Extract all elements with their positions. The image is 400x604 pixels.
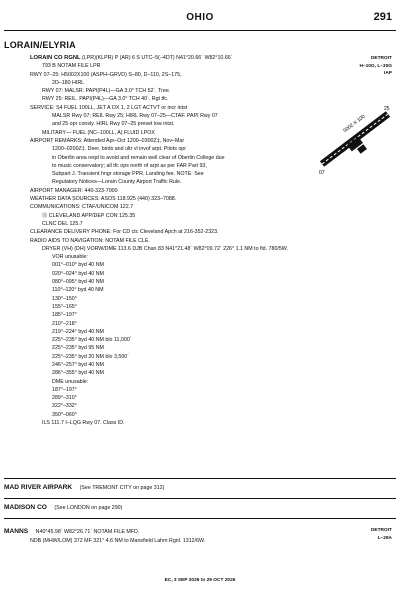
- header-rule: [4, 30, 396, 31]
- remarks-line-cont-2: in Oberlin area reqd to avoid and remain well clear of Oberlin College due: [52, 154, 225, 161]
- clearance-phone-line: CLEARANCE DELIVERY PHONE: For CD ctc Cleveland Apch at 216-352-2323.: [30, 229, 219, 236]
- approach-control-line: Ⓡ CLEVELAND APP/DEP CON 125.35: [42, 212, 136, 219]
- vor-unusable-item: 225°–235° byd 95 NM: [52, 345, 104, 352]
- vor-unusable-item: 219°–224° byd 40 NM: [52, 328, 104, 335]
- lorain-entry: [30, 54, 320, 427]
- military-line: MILITARY— FUEL (NC–100LL, A) FLUID LPOX: [42, 129, 155, 136]
- section-rule: [4, 518, 396, 519]
- radio-aids-line: RADIO AIDS TO NAVIGATION: NOTAM FILE CLE.: [30, 237, 150, 244]
- airport-elev-line: 793 B NOTAM FILE LPR: [42, 63, 101, 70]
- mad-river-name: MAD RIVER AIRPARK: [4, 484, 73, 491]
- vor-unusable-item: 286°–355° byd 40 NM: [52, 370, 104, 377]
- remarks-line-cont-3: to music conservatory; all tfc ops north of arpt as per FAR Part 93,: [52, 162, 207, 169]
- ils-line: ILS 111.7 I–LQG Rwy 07. Class ID.: [42, 420, 125, 427]
- state-heading: OHIO: [186, 12, 214, 23]
- vor-unusable-item: 080°–095° byd 40 NM: [52, 279, 104, 286]
- section-rule: [4, 498, 396, 499]
- service-line: SERVICE: S4 FUEL 100LL, JET A OX 1, 2 LGT ACTVT or incr intst: [30, 104, 188, 111]
- manns-coords: N40°45.98´ W82°26.71´ NOTAM FILE MFD.: [35, 529, 140, 535]
- airport-name: LORAIN CO RGNL: [30, 55, 81, 61]
- madison-name: MADISON CO: [4, 504, 47, 511]
- chart-ref-1: DETROIT: [370, 56, 392, 61]
- remarks-line-cont-5: Regulatory Notices—Lorain County Airport Traffic Rule.: [52, 179, 182, 186]
- runway-end-07-label: 07: [319, 170, 325, 176]
- vor-unusable-item: 155°–165°: [52, 303, 77, 310]
- remarks-line-cont-1: 1200–0200Z‡. Deer, birds and ultr vl invof arpt. Pilots opr: [52, 146, 186, 153]
- lorain-chart-refs: [359, 55, 392, 78]
- mad-river-ref: (See TREMONT CITY on page 312): [79, 485, 165, 491]
- vor-unusable-item: 130°–150°: [52, 295, 77, 302]
- runway-25-line: RWY 25: REIL. PAPI(P4L)—GA 3.0° TCH 40´. Rgt tfc.: [42, 96, 169, 103]
- madison-ref: (See LONDON on page 290): [54, 505, 123, 511]
- chart-ref-2: H–10G, L–30G: [359, 63, 392, 69]
- remarks-line: AIRPORT REMARKS: Attended Apr–Oct 1200–0300Z‡, Nov–Mar: [30, 137, 185, 144]
- chart-ref-2: L–29A: [377, 535, 392, 541]
- remarks-line-cont-4: Subpart J. Transient hngr storage PPR. Landing fee. NOTE: See: [52, 171, 204, 178]
- vor-unusable-item: 210°–218°: [52, 320, 77, 327]
- runway-dimension-label: 5002 X 100: [342, 113, 367, 135]
- dme-unusable-item: 289°–310°: [52, 395, 77, 402]
- vor-unusable-item: 246°–257° byd 40 NM: [52, 361, 104, 368]
- dme-unusable-item: 187°–197°: [52, 386, 77, 393]
- mad-river-entry: [4, 484, 164, 492]
- runway-end-25-label: 25: [384, 106, 390, 112]
- vor-unusable-item: VOR unusable:: [52, 254, 88, 261]
- vor-unusable-item: 110°–120° byd 40 NM: [52, 287, 104, 294]
- clearance-delivery-line: CLNC DEL 125.7: [42, 220, 83, 227]
- vor-unusable-item: 225°–235° byd 40 NM blo 11,000´: [52, 337, 132, 344]
- manns-entry: [4, 528, 139, 536]
- section-rule: [4, 478, 396, 479]
- manns-chart-refs: [371, 527, 392, 542]
- vor-unusable-item: 020°–024° byd 40 NM: [52, 270, 104, 277]
- page-number: 291: [373, 11, 392, 23]
- dme-unusable-item: DME unusable:: [52, 378, 89, 385]
- dme-unusable-item: 350°–060°: [52, 411, 77, 418]
- vor-unusable-item: 225°–235° byd 20 NM blo 3,500´: [52, 353, 129, 360]
- service-line-cont-1: MALSR Rwy 07; REIL Rwy 25; HIRL Rwy 07–25—CTAF. PAPI Rwy 07: [52, 113, 218, 120]
- manager-line: AIRPORT MANAGER: 440-323-7000: [30, 187, 118, 194]
- runway-line-cont: 2D–180 HIRL: [52, 79, 85, 86]
- airport-diagram: [318, 94, 394, 186]
- madison-entry: [4, 504, 122, 512]
- weather-line: WEATHER DATA SOURCES: ASOS 118.925 (440) 323–7088.: [30, 196, 177, 203]
- vor-unusable-item: 001°–010° byd 40 NM: [52, 262, 104, 269]
- airport-ident-details: (LPR)(KLPR) P (AR) 6 S UTC–5(–4DT) N41°20.66´ W82°10.66´: [82, 55, 233, 61]
- manns-ndb-line: NDB (MHW/LOM) 372 MF 321° 4.6 NM to Mansfield Lahm Rgnl. 1312/6W.: [30, 538, 206, 544]
- vor-dme-line: DRYER (VH) (DH) VORW/DME 113.6 DJB Chan 83 N41°21.48´ W82°09.72´ 226° 1.1 NM to fld. 780/5W.: [42, 245, 288, 252]
- communications-line: COMMUNICATIONS: CTAF/UNICOM 122.7: [30, 204, 134, 211]
- chart-ref-1: DETROIT: [370, 528, 392, 533]
- runway-07-line: RWY 07: MALSR. PAPI(P4L)—GA 3.0° TCH 52´. Tree.: [42, 88, 171, 95]
- effective-date-footer: EC, 3 SEP 2026 to 29 OCT 2026: [164, 578, 236, 583]
- manns-name: MANNS: [4, 528, 29, 535]
- dme-unusable-item: 322°–332°: [52, 403, 77, 410]
- vor-unusable-item: 185°–197°: [52, 312, 77, 319]
- chart-ref-3: IAP: [384, 71, 392, 77]
- runway-line: RWY 07–25: H5002X100 (ASPH–GRVD) S–80, D–110, 2S–175,: [30, 71, 182, 78]
- service-line-cont-2: and 25 opr consly. HIRL Rwy 07–25 preset low intst.: [52, 121, 175, 128]
- airport-ident-line: [30, 54, 320, 62]
- city-heading: LORAIN/ELYRIA: [4, 40, 76, 50]
